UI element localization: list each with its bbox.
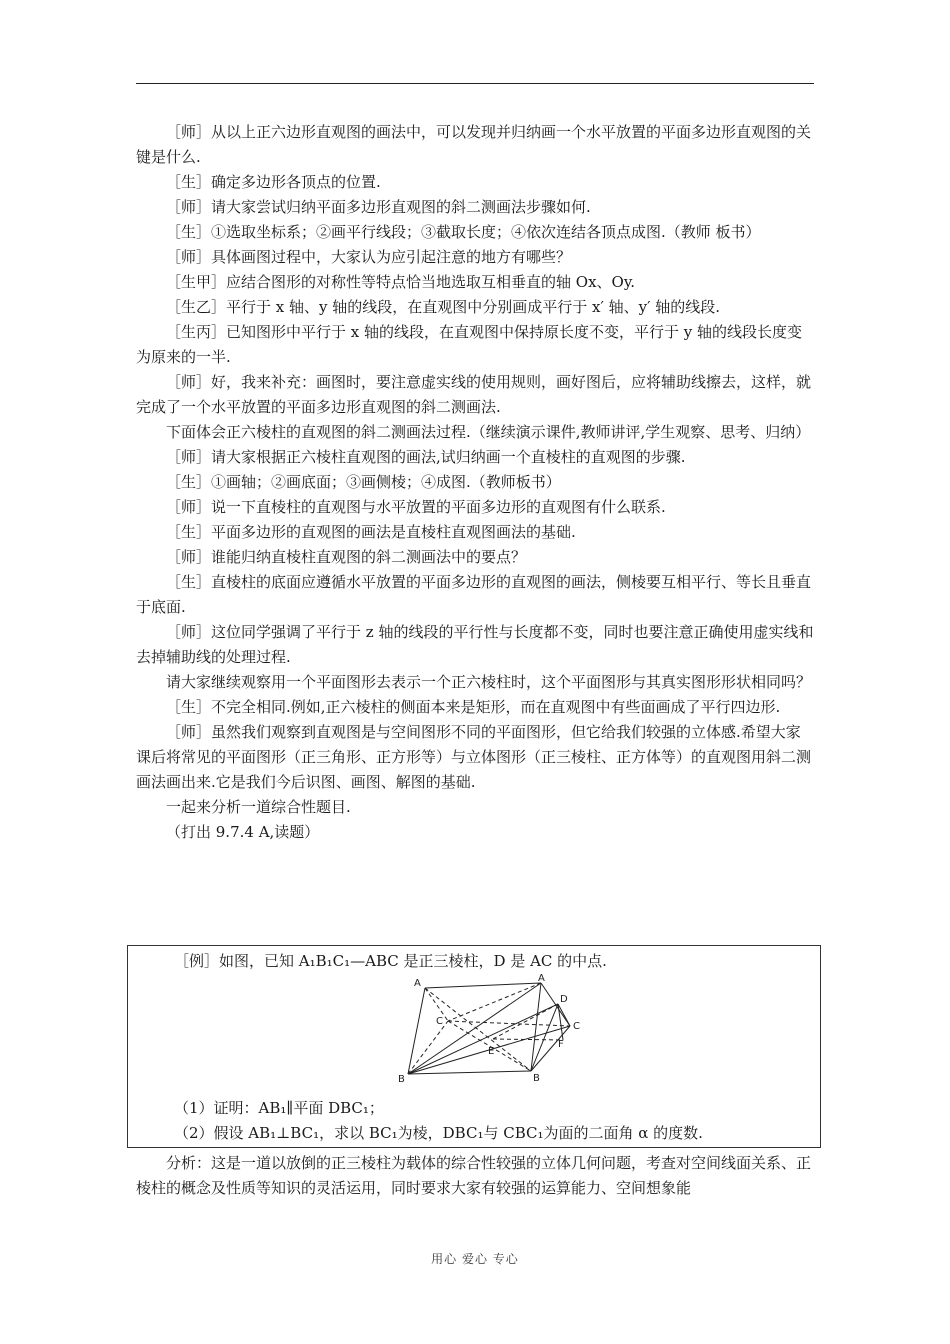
paragraph: ［生甲］应结合图形的对称性等特点恰当地选取互相垂直的轴 Ox、Oy. — [166, 273, 636, 291]
label-C: C — [573, 1021, 580, 1032]
label-B1: B — [398, 1074, 405, 1085]
label-F: F — [558, 1039, 564, 1050]
paragraph: ［生乙］平行于 x 轴、y 轴的线段，在直观图中分别画成平行于 x′ 轴、y′ 轴的线段. — [166, 298, 721, 316]
example-title: ［例］如图，已知 A₁B₁C₁—ABC 是正三棱柱，D 是 AC 的中点. — [174, 952, 607, 970]
paragraph: ［生］平面多边形的直观图的画法是直棱柱直观图画法的基础. — [166, 523, 576, 541]
example-question-2: （2）假设 AB₁⊥BC₁，求以 BC₁为棱，DBC₁与 CBC₁为面的二面角 α 的度数. — [174, 1124, 703, 1142]
edge — [408, 1004, 558, 1074]
paragraph: ［师］谁能归纳直棱柱直观图的斜二测画法中的要点？ — [166, 548, 527, 566]
edge — [408, 1071, 531, 1074]
example-box — [127, 945, 821, 1148]
label-A: A — [538, 974, 545, 984]
page-footer: 用心 爱心 专心 — [431, 1252, 519, 1266]
body-text — [136, 120, 814, 845]
paragraph: ［师］请大家根据正六棱柱直观图的画法,试归纳画一个直棱柱的直观图的步骤. — [166, 448, 686, 466]
edge — [408, 988, 425, 1074]
paragraph: ［生］不完全相同.例如,正六棱柱的侧面本来是矩形，而在直观图中有些面画成了平行四边形. — [166, 698, 781, 716]
label-B: B — [533, 1073, 540, 1084]
hidden-edge — [408, 1021, 448, 1074]
edge — [425, 983, 541, 988]
paragraph: ［生］直棱柱的底面应遵循水平放置的平面多边形的直观图的画法，侧棱要互相平行、等长且垂直于底面. — [136, 573, 812, 616]
paragraph: （打出 9.7.4 A,读题） — [166, 823, 320, 841]
paragraph: ［师］好，我来补充：画图时，要注意虚实线的使用规则，画好图后，应将辅助线擦去，这样，就完成了一个水平放置的平面多边形直观图的斜二测画法. — [136, 373, 812, 416]
edge — [408, 983, 541, 1074]
label-D: D — [560, 994, 568, 1005]
paragraph: 请大家继续观察用一个平面图形去表示一个正六棱柱时，这个平面图形与其真实图形形状相同吗？ — [166, 673, 812, 691]
paragraph: ［师］虽然我们观察到直观图是与空间图形不同的平面图形，但它给我们较强的立体感.希望大家课后将常见的平面图形（正三角形、正方形等）与立体图形（正三棱柱、正方体等）的直观图用斜二测画法画出来.它是我们今后识图、画图、解图的基础. — [136, 723, 812, 791]
label-A1: A — [414, 978, 421, 989]
paragraph: 下面体会正六棱柱的直观图的斜二测画法过程.（继续演示课件,教师讲评,学生观察、思考、归纳） — [166, 423, 811, 441]
analysis-paragraph: 分析：这是一道以放倒的正三棱柱为载体的综合性较强的立体几何问题，考查对空间线面关系、正棱柱的概念及性质等知识的灵活运用，同时要求大家有较强的运算能力、空间想象能 — [136, 1154, 812, 1197]
paragraph: ［生］①画轴；②画底面；③画侧棱；④成图.（教师板书） — [166, 473, 561, 491]
paragraph: ［生］①选取坐标系；②画平行线段；③截取长度；④依次连结各顶点成图.（教师 板书） — [166, 223, 761, 241]
paragraph: ［师］这位同学强调了平行于 z 轴的线段的平行性与长度都不变，同时也要注意正确使用虚实线和去掉辅助线的处理过程. — [136, 623, 814, 666]
label-C1: C — [436, 1016, 443, 1027]
header-rule — [136, 83, 814, 84]
prism-figure — [398, 974, 728, 1096]
paragraph: ［师］具体画图过程中，大家认为应引起注意的地方有哪些？ — [166, 248, 572, 266]
analysis-text — [136, 1151, 814, 1201]
hidden-edge — [448, 1021, 570, 1026]
paragraph: ［师］说一下直棱柱的直观图与水平放置的平面多边形的直观图有什么联系. — [166, 498, 666, 516]
paragraph: ［师］从以上正六边形直观图的画法中，可以发现并归纳画一个水平放置的平面多边形直观图的关键是什么. — [136, 123, 812, 166]
paragraph: 一起来分析一道综合性题目. — [166, 798, 351, 816]
paragraph: ［师］请大家尝试归纳平面多边形直观图的斜二测画法步骤如何. — [166, 198, 591, 216]
paragraph: ［生］确定多边形各顶点的位置. — [166, 173, 381, 191]
edge — [531, 1026, 570, 1071]
label-E: E — [488, 1046, 495, 1057]
example-question-1: （1）证明：AB₁∥平面 DBC₁； — [174, 1099, 384, 1117]
hidden-edge — [493, 1039, 563, 1040]
paragraph: ［生丙］已知图形中平行于 x 轴的线段，在直观图中保持原长度不变，平行于 y 轴的线段长度变为原来的一半. — [136, 323, 803, 366]
